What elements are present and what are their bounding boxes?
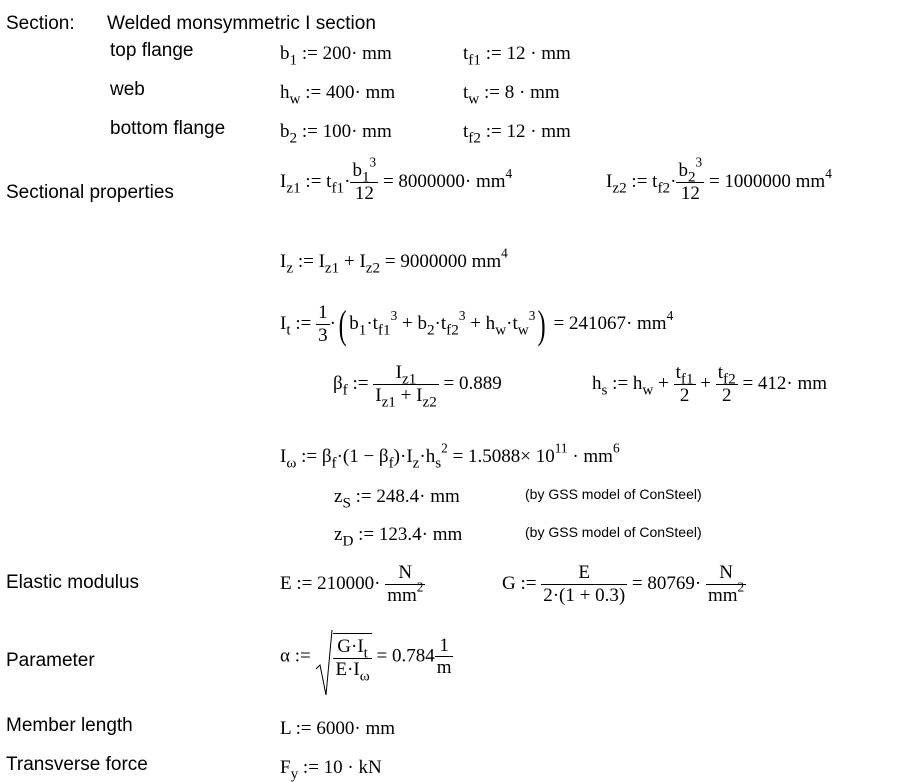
iw-formula: $I_\omega$ := $\beta_f\cdot(1 - \beta_f)\cdot I_z\cdot h_s^2 = 1.5088\times 10^{11} \cdot mm^6$ [280,440,620,472]
tf2-definition: $t_{f2}$ := 12 · mm [463,121,571,147]
tw-definition: $t_w$ := 8 · mm [463,82,560,108]
g-result: 80769 [647,573,695,595]
zs-definition: $z_S$ := 248.4· mm [334,486,460,512]
alpha-formula: α := $\frac{G\cdot I_t}{E\cdot I_\omega}$ = 0.784 $\frac{1}{m}$ [280,633,453,682]
l-value: 6000 [316,718,355,739]
iw-mantissa: 1.5088 [468,446,521,467]
l-definition: L := 6000· mm [280,718,396,739]
tf2-value: 12 [506,121,526,142]
unit: mm [471,251,502,272]
beta-result: 0.889 [459,373,502,395]
fy-definition: $F_y$ := 10 · kN [280,757,382,782]
it-result: 241067 [568,313,626,335]
iw-exp: 11 [554,440,568,456]
b2-definition: $b_2$ := 100· mm [280,121,392,147]
unit: mm [707,584,738,606]
elastic-modulus-label: Elastic modulus [6,572,140,593]
unit: mm [795,171,826,193]
member-length-label: Member length [6,715,133,736]
hs-formula: $h_s$ := $h_w$ + $\frac{t_{f1}}{2}$ + $\frac{t_{f2}}{2}$ = 412· mm [592,362,828,406]
tf1-value: 12 [506,43,526,64]
gss-note-zs: (by GSS model of ConSteel) [525,486,702,502]
unit: mm [365,82,396,103]
g-formula: G := $\frac{E}{2\cdot(1 + 0.3)}$ = 80769· $\frac{N}{mm^2}$ [502,562,745,606]
unit: mm [583,446,613,467]
unit: mm [541,121,571,142]
tf1-definition: $t_{f1}$ := 12 · mm [463,43,571,69]
g-denominator: 2·(1 + 0.3) [543,584,626,606]
iz-formula: $I_z$ := $I_{z1} + I_{z2} = 9000000$ $mm^4$ [280,245,508,277]
sectional-properties-label: Sectional properties [6,182,174,203]
it-frac-num: 1 [318,302,328,323]
beta-formula: $\beta_f$ := $\frac{I_{z1}}{I_{z1} + I_{z2}}$ = 0.889 [333,362,502,411]
iz1-formula: $I_{z1}$ := $t_{f1}\cdot$ $\frac{b_1^3}{12}$ = $8000000\cdot mm^4$ [280,154,513,204]
hw-value: 400 [325,82,355,103]
parameter-label: Parameter [6,650,95,671]
fy-value: 10 [323,757,343,778]
unit: mm [637,313,667,335]
unit: mm [475,171,506,193]
zs-value: 248.4 [376,486,420,507]
it-formula: $I_t$ := $\frac{1}{3}$ ·( $b_1\cdot t_{f1}^3 + b_2\cdot t_{f2}^3 + h_w\cdot t_w^3) = 241067\cdot mm^4$ [280,301,674,347]
unit: mm [797,373,828,395]
transverse-force-label: Transverse force [6,754,148,775]
b2-value: 100 [322,121,352,142]
hw-definition: $h_w$ := 400· mm [280,82,396,108]
it-frac-den: 3 [318,324,328,346]
unit: mm [362,121,392,142]
unit: mm [541,43,571,64]
unit: mm [430,486,460,507]
e-value: 210000 [317,573,375,595]
radical-sign [315,629,333,699]
hs-result: 412 [757,373,787,395]
unit: mm [530,82,560,103]
iz2-formula: $I_{z2}$ := $t_{f2}\cdot$ $\frac{b_2^3}{12}$ = 1000000 $mm^4$ [606,154,832,204]
unit: mm [362,43,392,64]
iz1-result: 8000000 [398,171,465,193]
alpha-result: 0.784 [391,645,435,667]
unit: mm [365,718,396,739]
bottom-flange-label: bottom flange [110,118,226,139]
unit: mm [432,524,463,545]
sqrt-radical: $\frac{G\cdot I_t}{E\cdot I_\omega}$ [315,633,371,682]
tw-value: 8 [504,82,515,103]
b1-definition: $b_1$ := 200· mm [280,43,392,69]
gss-note-zd: (by GSS model of ConSteel) [525,524,702,540]
zd-definition: $z_D$ := 123.4· mm [334,524,463,550]
iw-base: 10 [535,446,555,467]
web-label: web [110,79,145,100]
e-definition: E := 210000· $\frac{N}{mm^2}$ [280,562,424,606]
zd-value: 123.4 [378,524,422,545]
section-label: Section: [6,13,75,34]
iz2-result: 1000000 [724,171,791,193]
b1-value: 200 [322,43,352,64]
unit: mm [387,584,417,606]
top-flange-label: top flange [110,40,194,61]
iz-result: 9000000 [400,251,467,272]
fy-unit: kN [358,757,382,778]
section-title: Welded monsymmetric I section [107,13,376,34]
